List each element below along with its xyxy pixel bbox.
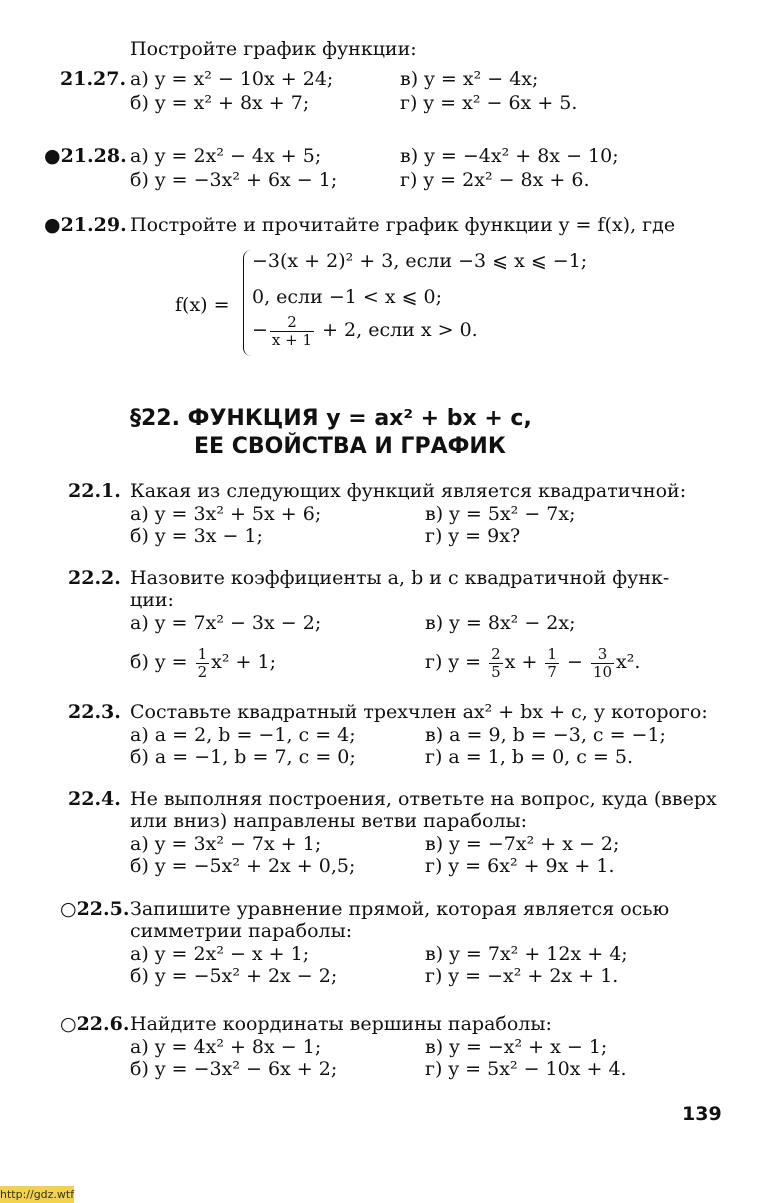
item-b: б) y = −5x² + 2x + 0,5;: [130, 855, 356, 877]
case-1: −3(x + 2)² + 3, если −3 ⩽ x ⩽ −1;: [252, 250, 588, 272]
case-2: 0, если −1 < x ⩽ 0;: [252, 286, 443, 308]
item-v: в) y = −7x² + x − 2;: [425, 833, 620, 855]
numerator: 3: [591, 646, 614, 664]
item-a: а) y = x² − 10x + 24;: [130, 68, 334, 90]
problem-number: 22.2.: [68, 567, 121, 589]
denominator: 2: [197, 662, 208, 681]
problem-text: Какая из следующих функций является квадратичной:: [130, 480, 687, 502]
page-number: 139: [682, 1103, 722, 1125]
fraction: [196, 646, 210, 680]
minus-sign: −: [252, 319, 268, 341]
item-a: а) y = 7x² − 3x − 2;: [130, 612, 322, 634]
item-g: [425, 646, 640, 680]
problem-number: 22.1.: [68, 480, 121, 502]
item-g: г) y = 6x² + 9x + 1.: [425, 855, 615, 877]
problem-number: ●21.29.: [44, 214, 127, 236]
item-b-suffix: x² + 1;: [211, 651, 276, 673]
item-g: г) y = −x² + 2x + 1.: [425, 965, 619, 987]
problem-text: Назовите коэффициенты a, b и c квадратичной функ-: [130, 567, 670, 589]
numerator: 1: [547, 645, 557, 663]
problem-text-cont: симметрии параболы:: [130, 920, 353, 942]
item-g: г) y = x² − 6x + 5.: [400, 92, 578, 114]
denominator: 7: [547, 662, 557, 681]
piecewise-brace: [243, 250, 252, 356]
section-title-line-2: ЕЕ СВОЙСТВА И ГРАФИК: [194, 434, 506, 459]
problem-number: 21.27.: [60, 68, 127, 90]
problem-number: ●21.28.: [44, 145, 127, 167]
case-3-tail: + 2, если x > 0.: [316, 319, 478, 341]
item-g: г) y = 9x?: [425, 525, 521, 547]
fx-label: f(x) =: [175, 294, 230, 316]
fraction: [545, 646, 559, 680]
item-a: а) y = 2x² − 4x + 5;: [130, 145, 322, 167]
fraction: [270, 314, 314, 348]
denominator: 10: [592, 662, 613, 681]
item-b-prefix: б) y =: [130, 651, 194, 673]
denominator: 5: [491, 662, 501, 681]
item-b: б) y = −3x² − 6x + 2;: [130, 1058, 338, 1080]
item-a: а) y = 3x² − 7x + 1;: [130, 833, 322, 855]
item-a: а) a = 2, b = −1, c = 4;: [130, 724, 356, 746]
item-v: в) y = −4x² + 8x − 10;: [400, 145, 619, 167]
problem-number: ○22.5.: [60, 898, 130, 920]
item-b: [130, 646, 276, 680]
numerator: 2: [491, 645, 501, 663]
problem-number: 22.4.: [68, 788, 121, 810]
item-g: г) y = 2x² − 8x + 6.: [400, 169, 590, 191]
item-a: а) y = 4x² + 8x − 1;: [130, 1036, 322, 1058]
numerator: 2: [270, 314, 314, 332]
problem-text: Запишите уравнение прямой, которая является осью: [130, 898, 670, 920]
numerator: 1: [197, 645, 208, 663]
intro-text: Постройте график функции:: [130, 38, 417, 60]
item-v: в) y = x² − 4x;: [400, 68, 539, 90]
denominator: x + 1: [271, 330, 313, 349]
problem-text: Не выполняя построения, ответьте на вопрос, куда (вверх: [130, 788, 717, 810]
item-b: б) y = −5x² + 2x − 2;: [130, 965, 338, 987]
watermark-link[interactable]: http://gdz.wtf: [0, 1188, 75, 1201]
item-b: б) y = 3x − 1;: [130, 525, 263, 547]
problem-number: ○22.6.: [60, 1013, 130, 1035]
item-a: а) y = 3x² + 5x + 6;: [130, 503, 322, 525]
problem-text: Постройте и прочитайте график функции y = f(x), где: [130, 214, 676, 236]
item-v: в) y = 8x² − 2x;: [425, 612, 576, 634]
item-g-term: x +: [504, 651, 544, 673]
item-g: г) a = 1, b = 0, c = 5.: [425, 746, 633, 768]
item-a: а) y = 2x² − x + 1;: [130, 943, 310, 965]
item-v: в) y = 5x² − 7x;: [425, 503, 576, 525]
item-b: б) a = −1, b = 7, c = 0;: [130, 746, 356, 768]
item-g: г) y = 5x² − 10x + 4.: [425, 1058, 627, 1080]
problem-text: Составьте квадратный трехчлен ax² + bx + c, у которого:: [130, 701, 708, 723]
problem-text: Найдите координаты вершины параболы:: [130, 1013, 552, 1035]
item-g-term: −: [560, 651, 589, 673]
fraction: [591, 646, 614, 680]
item-g-prefix: г) y =: [425, 651, 488, 673]
item-v: в) y = 7x² + 12x + 4;: [425, 943, 628, 965]
problem-text-cont: или вниз) направлены ветви параболы:: [130, 810, 528, 832]
item-v: в) y = −x² + x − 1;: [425, 1036, 608, 1058]
problem-number: 22.3.: [68, 701, 121, 723]
fraction: [489, 646, 503, 680]
case-3: [252, 314, 478, 348]
item-v: в) a = 9, b = −3, c = −1;: [425, 724, 666, 746]
item-b: б) y = x² + 8x + 7;: [130, 92, 310, 114]
section-title-line-1: §22. ФУНКЦИЯ y = ax² + bx + c,: [130, 406, 532, 431]
item-g-suffix: x².: [616, 651, 641, 673]
item-b: б) y = −3x² + 6x − 1;: [130, 169, 338, 191]
problem-text-cont: ции:: [130, 589, 174, 611]
